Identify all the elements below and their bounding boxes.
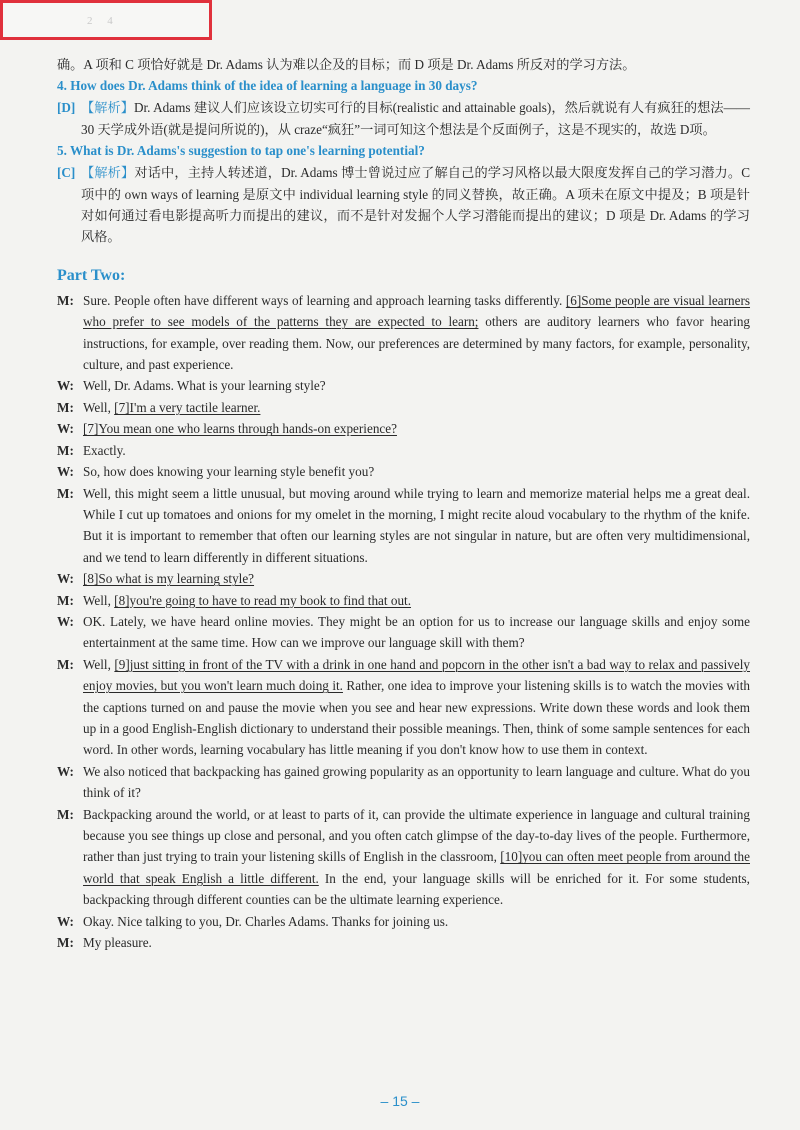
- dialogue-line: [57, 590, 750, 611]
- dialogue-line: [57, 761, 750, 804]
- utterance-text: Rather, one idea to improve your listening skills is to watch the movies with the captions turned on and pause the movie when you see and hear new expressions. Write down these words and look them up in a good English-English dictionary to understand their possible meanings. Then, think of some sample sentences for each word. In other words, learning vocabulary has little meaning if you don't know how to use them in context.: [83, 678, 750, 758]
- faded-header-text: 2 4: [87, 15, 119, 27]
- analysis-tag: 【解析】: [81, 165, 135, 181]
- utterance: [83, 932, 750, 953]
- utterance: [83, 290, 750, 376]
- answer-5: [57, 162, 750, 248]
- utterance: [83, 804, 750, 911]
- dialogue-line: [57, 418, 750, 439]
- utterance: [83, 911, 750, 932]
- underlined-answer: [10]you can often meet people from around the world that speak English a little different.: [83, 849, 750, 886]
- highlight-box: [0, 0, 212, 40]
- utterance-text: Well,: [83, 399, 115, 415]
- dialogue-line: [57, 290, 750, 376]
- speaker: W:: [57, 613, 74, 629]
- utterance-text: Well,: [83, 592, 115, 608]
- speaker: W:: [57, 464, 74, 480]
- underlined-answer: [7]I'm a very tactile learner.: [114, 399, 261, 415]
- utterance-text: Backpacking around the world, or at least to parts of it, can provide the ultimate experience in language and cultural training because you see things up close and personal, and you often catch glimpse of the day-to-day lives of the people. Furthermore, rather than just trying to train your listening skills of English in the classroom,: [83, 806, 750, 865]
- speaker: M:: [57, 442, 74, 458]
- speaker: W:: [57, 913, 74, 929]
- utterance: [83, 590, 750, 611]
- dialogue-line: [57, 397, 750, 418]
- speaker: M:: [57, 656, 74, 672]
- answer-5-analysis: 对话中，主持人转述道，Dr. Adams 博士曾说过应了解自己的学习风格以最大限度发挥自己的学习潜力。C 项中的 own ways of learning 是原文中 individual learning style 的同义替换，故正确。A 项未在原文中提及；B 项是针对如何通过看电影提高听力而提出的建议，而不是针对发掘个人学习潜能而提出的建议；D 项是 Dr. Adams 的学习风格。: [81, 165, 750, 245]
- question-4: 4. How does Dr. Adams think of the idea of learning a language in 30 days?: [57, 78, 478, 94]
- underlined-answer: [6]Some people are visual learners who prefer to see models of the patterns they are expected to learn;: [83, 292, 751, 330]
- utterance: [83, 611, 750, 654]
- utterance: [83, 461, 750, 482]
- speaker: M:: [57, 485, 74, 501]
- speaker: W:: [57, 421, 74, 437]
- answer-4-body: [81, 97, 750, 140]
- utterance: [83, 418, 750, 439]
- answer-4-label: [D]: [57, 100, 76, 116]
- speaker: M:: [57, 935, 74, 951]
- dialogue-line: [57, 932, 750, 953]
- utterance-text: OK. Lately, we have heard online movies. They might be an option for us to increase our language skills and enjoy some entertainment at the same time. How can we improve our language skill with them?: [83, 613, 750, 651]
- dialogue-line: [57, 568, 750, 589]
- dialogue-line: [57, 375, 750, 396]
- utterance-text: Exactly.: [83, 442, 126, 458]
- utterance: [83, 761, 750, 804]
- dialogue-line: [57, 911, 750, 932]
- utterance: [83, 654, 750, 761]
- answer-4-analysis: Dr. Adams 建议人们应该设立切实可行的目标(realistic and attainable goals)，然后就说有人有疯狂的想法——30 天学成外语(就是提问所说的)，从 craze“疯狂”一词可知这个想法是个反面例子，这是不现实的，故选 D项。: [81, 100, 750, 137]
- underlined-answer: [8]So what is my learning style?: [83, 571, 255, 587]
- speaker: M:: [57, 592, 74, 608]
- intro-line: 确。A 项和 C 项恰好就是 Dr. Adams 认为难以企及的目标；而 D 项是 Dr. Adams 所反对的学习方法。: [57, 57, 636, 72]
- answer-5-body: [81, 162, 750, 248]
- page-number: – 15 –: [380, 1093, 420, 1109]
- answer-5-label: [C]: [57, 165, 76, 181]
- underlined-answer: [9]just sitting in front of the TV with a drink in one hand and popcorn in the other isn't a bad way to relax and passively enjoy movies, but you won't learn much doing it.: [83, 656, 751, 694]
- utterance-text: We also noticed that backpacking has gained growing popularity as an opportunity to learn language and culture. What do you think of it?: [83, 763, 750, 801]
- speaker: W:: [57, 378, 74, 394]
- speaker: W:: [57, 571, 74, 587]
- speaker: M:: [57, 399, 74, 415]
- answer-4: [57, 97, 750, 140]
- dialogue-line: [57, 654, 750, 761]
- page-content: [57, 54, 750, 953]
- utterance-text: others are auditory learners who favor hearing instructions, for example, over reading them. Now, our preferences are determined by many factors, for example, personality, culture, and past experience.: [83, 314, 751, 373]
- speaker: W:: [57, 763, 74, 779]
- utterance: [83, 568, 750, 589]
- utterance-text: Well, this might seem a little unusual, but moving around while trying to learn and memorize material helps me a great deal. While I cut up tomatoes and onions for my omelet in the morning, I might recite aloud vocabulary to the rhythm of the knife. But it is important to remember that often our learning styles are not singular in nature, but are often very multidimensional, and we tend to learn differently in different situations.: [83, 485, 750, 565]
- utterance: [83, 375, 750, 396]
- utterance-text: Sure. People often have different ways of learning and approach learning tasks differently.: [83, 292, 566, 308]
- utterance: [83, 483, 750, 569]
- utterance-text: Okay. Nice talking to you, Dr. Charles Adams. Thanks for joining us.: [83, 913, 449, 929]
- utterance: [83, 397, 750, 418]
- speaker: M:: [57, 806, 74, 822]
- utterance-text: My pleasure.: [83, 935, 152, 951]
- dialogue: [57, 290, 750, 954]
- dialogue-line: [57, 804, 750, 911]
- utterance-text: Well,: [83, 656, 115, 672]
- speaker: M:: [57, 292, 74, 308]
- utterance-text: In the end, your language skills will be enriched for it. For some students, backpacking through different counties can be the ultimate learning experience.: [83, 870, 750, 908]
- utterance: [83, 440, 750, 461]
- dialogue-line: [57, 611, 750, 654]
- dialogue-line: [57, 483, 750, 569]
- dialogue-line: [57, 440, 750, 461]
- part-title: Part Two:: [57, 266, 126, 284]
- utterance-text: Well, Dr. Adams. What is your learning style?: [83, 378, 326, 394]
- analysis-tag: 【解析】: [81, 100, 134, 116]
- underlined-answer: [8]you're going to have to read my book to find that out.: [114, 592, 412, 608]
- utterance-text: So, how does knowing your learning style benefit you?: [83, 464, 375, 480]
- question-5: 5. What is Dr. Adams's suggestion to tap one's learning potential?: [57, 143, 425, 159]
- dialogue-line: [57, 461, 750, 482]
- underlined-answer: [7]You mean one who learns through hands-on experience?: [83, 421, 397, 437]
